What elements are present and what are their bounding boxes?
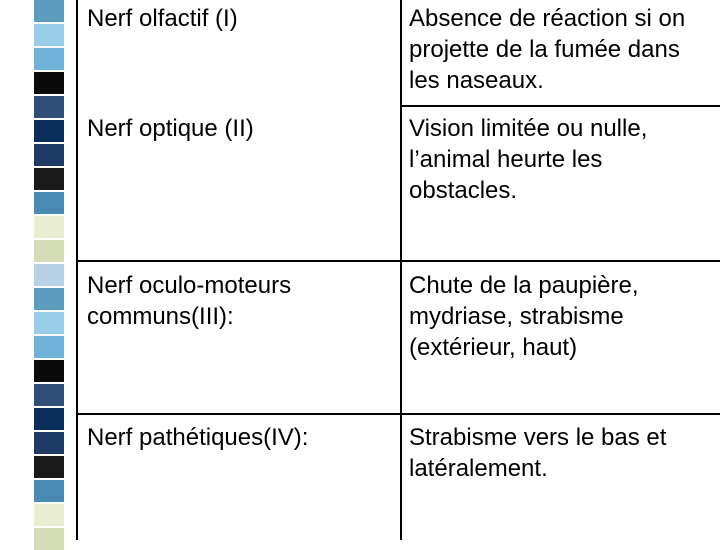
nerve-table xyxy=(74,0,720,540)
table-column-divider xyxy=(400,0,402,540)
decorative-square xyxy=(34,360,64,382)
decorative-square xyxy=(34,384,64,406)
decorative-square xyxy=(34,432,64,454)
row-divider-3 xyxy=(76,413,720,415)
decorative-square xyxy=(34,72,64,94)
decorative-square-strip xyxy=(0,0,72,540)
table-left-border xyxy=(76,0,78,540)
row-divider-1 xyxy=(400,105,720,107)
decorative-square xyxy=(34,192,64,214)
decorative-square xyxy=(34,48,64,70)
decorative-square xyxy=(34,240,64,262)
row-2-symptom: Vision limitée ou nulle, l’animal heurte les obstacles. xyxy=(409,115,648,204)
row-divider-2 xyxy=(76,260,720,262)
row-2-nerve: Nerf optique (II) xyxy=(87,115,254,142)
decorative-square xyxy=(34,0,64,22)
decorative-square xyxy=(34,336,64,358)
decorative-square xyxy=(34,312,64,334)
decorative-square xyxy=(34,480,64,502)
row-4-symptom: Strabisme vers le bas et latéralement. xyxy=(409,424,667,482)
row-3-symptom: Chute de la paupière, mydriase, strabisme (extérieur, haut) xyxy=(409,272,639,361)
decorative-square xyxy=(34,456,64,478)
row-3-nerve: Nerf oculo-moteurs communs(III): xyxy=(87,272,292,330)
decorative-square xyxy=(34,120,64,142)
decorative-square xyxy=(34,168,64,190)
decorative-square xyxy=(34,24,64,46)
decorative-square xyxy=(34,144,64,166)
decorative-square xyxy=(34,528,64,550)
decorative-square xyxy=(34,408,64,430)
decorative-square xyxy=(34,264,64,286)
decorative-square xyxy=(34,288,64,310)
decorative-square xyxy=(34,96,64,118)
row-1-symptom: Absence de réaction si on projette de la fumée dans les naseaux. xyxy=(409,5,686,94)
decorative-square xyxy=(34,504,64,526)
row-4-nerve: Nerf pathétiques(IV): xyxy=(87,424,309,451)
row-1-nerve: Nerf olfactif (I) xyxy=(87,5,238,32)
decorative-square xyxy=(34,216,64,238)
